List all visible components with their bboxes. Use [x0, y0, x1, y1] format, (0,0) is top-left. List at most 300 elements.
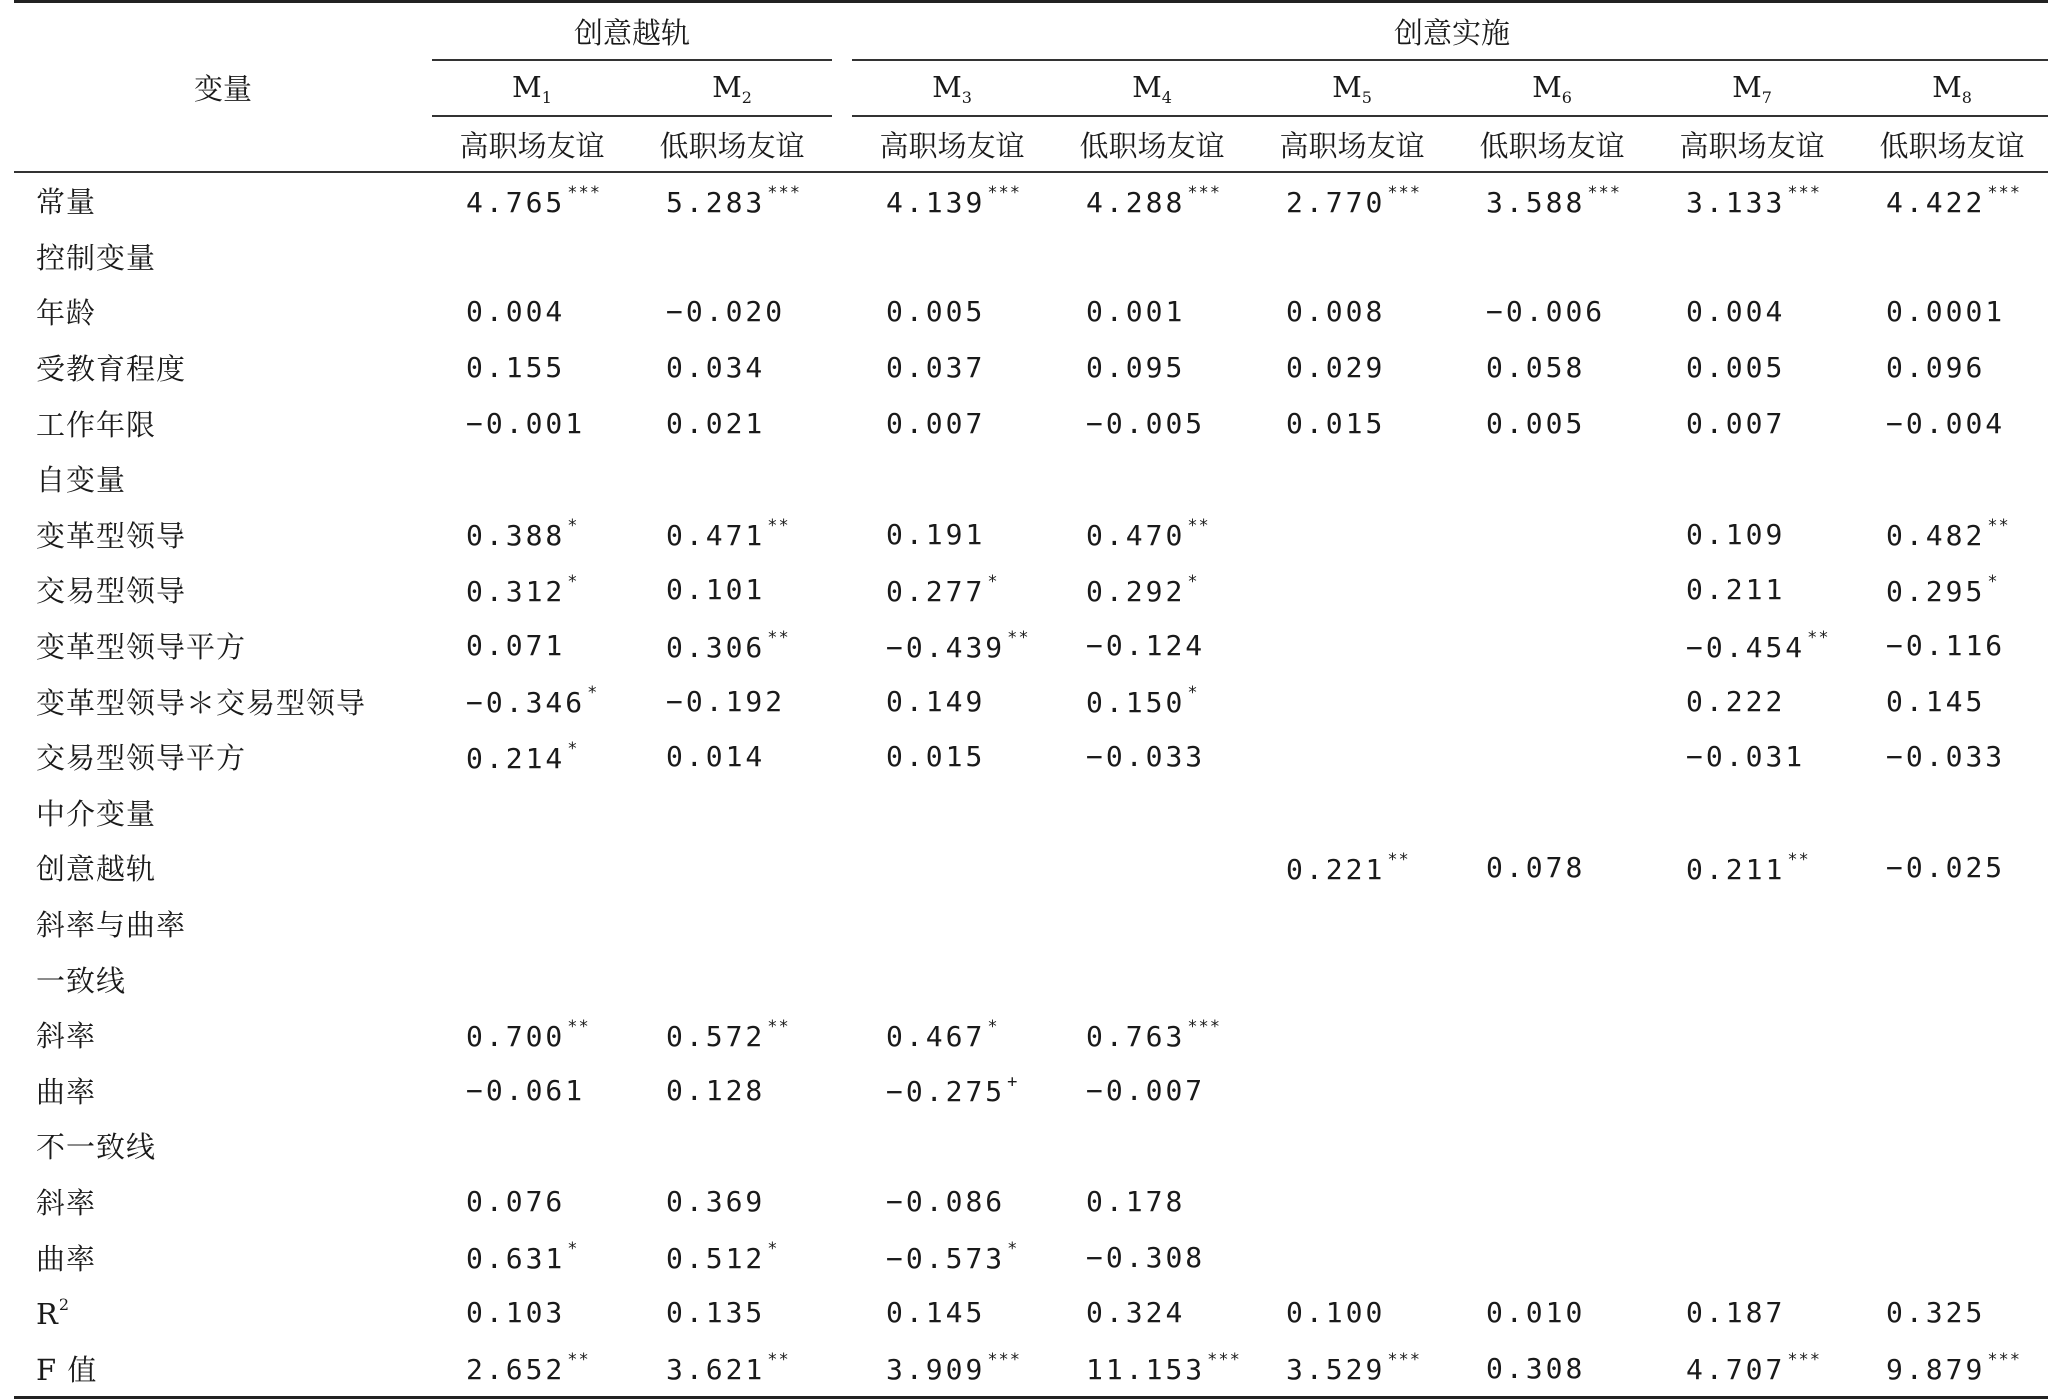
coefficient-cell: [852, 1174, 1052, 1230]
coefficient-cell: [1452, 840, 1652, 896]
coefficient-cell: [432, 1285, 632, 1341]
row-label: [14, 785, 432, 841]
coefficient-value: −0.124: [1086, 629, 1206, 663]
coefficient-cell: [1652, 507, 1852, 563]
coefficient-value: 0.700: [466, 1019, 566, 1053]
row-label-text: 受教育程度: [36, 352, 187, 387]
significance-marker: **: [1807, 627, 1830, 648]
coefficient-value: 0.482: [1886, 519, 1986, 553]
coefficient-value: −0.086: [886, 1184, 1006, 1218]
coefficient-cell: [1252, 729, 1452, 785]
coefficient-value: 0.014: [666, 740, 766, 774]
coefficient-value: 0.277: [886, 574, 986, 608]
table-row: [14, 1229, 2048, 1285]
row-label-text: 常量: [36, 185, 97, 220]
coefficient-value: 0.005: [1686, 351, 1786, 385]
coefficient-value: 4.288: [1086, 185, 1186, 219]
row-label: [14, 951, 432, 1007]
row-label-text: 曲率: [36, 1074, 97, 1109]
coefficient-cell: [1652, 340, 1852, 396]
coefficient-cell: [632, 896, 832, 952]
significance-marker: *: [1187, 571, 1199, 592]
row-label-text: 不一致线: [36, 1130, 157, 1165]
coefficient-cell: [1652, 1063, 1852, 1119]
coefficient-cell: [1052, 1229, 1252, 1285]
column-gap: [832, 673, 852, 729]
column-gap: [832, 451, 852, 507]
significance-marker: **: [767, 516, 790, 537]
coefficient-cell: [1652, 840, 1852, 896]
column-gap: [832, 1285, 852, 1341]
coefficient-cell: [1852, 1285, 2048, 1341]
significance-marker: ***: [1187, 182, 1222, 203]
coefficient-value: −0.116: [1886, 629, 2006, 663]
coefficient-cell: [1252, 1229, 1452, 1285]
coefficient-value: 0.007: [886, 406, 986, 440]
coefficient-cell: [1052, 618, 1252, 674]
coefficient-cell: [1852, 896, 2048, 952]
significance-marker: *: [567, 738, 579, 759]
coefficient-cell: [1452, 896, 1652, 952]
model-header: $M_8$: [1852, 60, 2048, 116]
coefficient-cell: [1252, 618, 1452, 674]
significance-marker: ***: [1187, 1016, 1222, 1037]
coefficient-value: −0.573: [886, 1242, 1006, 1276]
coefficient-cell: [432, 729, 632, 785]
significance-marker: *: [567, 1239, 579, 1260]
significance-marker: *: [767, 1239, 779, 1260]
coefficient-cell: [1852, 1063, 2048, 1119]
coefficient-cell: [1252, 340, 1452, 396]
coefficient-cell: [852, 1063, 1052, 1119]
coefficient-cell: [1252, 1118, 1452, 1174]
coefficient-cell: [432, 618, 632, 674]
coefficient-cell: [1052, 507, 1252, 563]
coefficient-cell: [852, 1285, 1052, 1341]
row-label: [14, 618, 432, 674]
coefficient-cell: [432, 896, 632, 952]
coefficient-cell: [1652, 229, 1852, 285]
table-row: [14, 1007, 2048, 1063]
row-label: [14, 1118, 432, 1174]
coefficient-cell: [1852, 951, 2048, 1007]
coefficient-cell: [432, 284, 632, 340]
coefficient-cell: [1452, 729, 1652, 785]
coefficient-value: −0.454: [1686, 630, 1806, 664]
coefficient-cell: [432, 1174, 632, 1230]
column-gap: [832, 618, 852, 674]
column-gap: [832, 1063, 852, 1119]
significance-marker: **: [1987, 516, 2010, 537]
coefficient-cell: [852, 507, 1052, 563]
coefficient-cell: [1252, 1340, 1452, 1397]
coefficient-cell: [1452, 1285, 1652, 1341]
row-label: [14, 284, 432, 340]
header-gap: [832, 116, 852, 172]
coefficient-value: 0.145: [1886, 684, 1986, 718]
coefficient-cell: [1052, 729, 1252, 785]
coefficient-value: 3.133: [1686, 185, 1786, 219]
row-label: [14, 451, 432, 507]
coefficient-cell: [432, 1340, 632, 1397]
coefficient-cell: [1252, 951, 1452, 1007]
coefficient-value: 0.015: [1286, 406, 1386, 440]
column-gap: [832, 951, 852, 1007]
row-label: [14, 729, 432, 785]
coefficient-cell: [632, 785, 832, 841]
significance-marker: *: [987, 1016, 999, 1037]
coefficient-cell: [1852, 673, 2048, 729]
coefficient-value: 0.008: [1286, 295, 1386, 329]
significance-marker: **: [1187, 516, 1210, 537]
significance-marker: +: [1007, 1072, 1019, 1093]
column-gap: [832, 172, 852, 229]
coefficient-value: −0.025: [1886, 851, 2006, 885]
coefficient-value: 0.187: [1686, 1296, 1786, 1330]
coefficient-cell: [1852, 1007, 2048, 1063]
coefficient-value: 0.292: [1086, 574, 1186, 608]
coefficient-value: 2.652: [466, 1353, 566, 1387]
coefficient-cell: [1652, 562, 1852, 618]
column-gap: [832, 284, 852, 340]
coefficient-cell: [1452, 1007, 1652, 1063]
significance-marker: ***: [1987, 182, 2022, 203]
coefficient-cell: [852, 451, 1052, 507]
coefficient-cell: [1052, 1063, 1252, 1119]
coefficient-value: −0.007: [1086, 1073, 1206, 1107]
coefficient-value: 0.109: [1686, 517, 1786, 551]
model-header: $M_6$: [1452, 60, 1652, 116]
row-label: [14, 1340, 432, 1397]
coefficient-value: −0.033: [1886, 740, 2006, 774]
coefficient-cell: [632, 1285, 832, 1341]
coefficient-cell: [1652, 1285, 1852, 1341]
significance-marker: *: [1007, 1239, 1019, 1260]
table-row: [14, 284, 2048, 340]
coefficient-cell: [432, 507, 632, 563]
coefficient-value: 9.879: [1886, 1353, 1986, 1387]
coefficient-cell: [1652, 1229, 1852, 1285]
column-gap: [832, 1174, 852, 1230]
column-gap: [832, 1340, 852, 1397]
coefficient-cell: [1852, 451, 2048, 507]
model-header: $M_2$: [632, 60, 832, 116]
coefficient-value: 4.422: [1886, 185, 1986, 219]
coefficient-value: 4.707: [1686, 1353, 1786, 1387]
coefficient-cell: [852, 395, 1052, 451]
coefficient-cell: [632, 618, 832, 674]
model-header: $M_4$: [1052, 60, 1252, 116]
coefficient-cell: [1252, 562, 1452, 618]
coefficient-value: 0.058: [1486, 351, 1586, 385]
table-row: [14, 618, 2048, 674]
coefficient-cell: [432, 562, 632, 618]
coefficient-cell: [632, 507, 832, 563]
coefficient-value: 0.222: [1686, 684, 1786, 718]
coefficient-cell: [432, 172, 632, 229]
coefficient-cell: [1652, 451, 1852, 507]
coefficient-cell: [632, 729, 832, 785]
coefficient-cell: [432, 1063, 632, 1119]
coefficient-cell: [1652, 729, 1852, 785]
condition-header: 低职场友谊: [659, 128, 805, 163]
coefficient-value: 3.588: [1486, 185, 1586, 219]
condition-header: 高职场友谊: [1679, 128, 1825, 163]
coefficient-cell: [1052, 172, 1252, 229]
coefficient-cell: [1252, 229, 1452, 285]
row-label: [14, 562, 432, 618]
coefficient-cell: [432, 673, 632, 729]
coefficient-cell: [432, 951, 632, 1007]
coefficient-cell: [1652, 896, 1852, 952]
group-header-creative-implementation: 创意实施: [852, 2, 2048, 61]
table-row: [14, 229, 2048, 285]
coefficient-cell: [1852, 172, 2048, 229]
coefficient-cell: [1652, 172, 1852, 229]
coefficient-value: 0.369: [666, 1184, 766, 1218]
coefficient-value: 0.325: [1886, 1296, 1986, 1330]
coefficient-value: 0.015: [886, 740, 986, 774]
coefficient-cell: [1452, 395, 1652, 451]
coefficient-cell: [632, 1063, 832, 1119]
coefficient-cell: [1452, 340, 1652, 396]
coefficient-cell: [632, 451, 832, 507]
coefficient-cell: [1452, 562, 1652, 618]
coefficient-value: 0.763: [1086, 1019, 1186, 1053]
coefficient-cell: [1052, 896, 1252, 952]
coefficient-value: −0.033: [1086, 740, 1206, 774]
row-label: [14, 1229, 432, 1285]
coefficient-value: 0.308: [1486, 1351, 1586, 1385]
coefficient-value: 0.211: [1686, 852, 1786, 886]
model-header: $M_5$: [1252, 60, 1452, 116]
coefficient-value: 0.103: [466, 1296, 566, 1330]
coefficient-cell: [632, 840, 832, 896]
significance-marker: *: [567, 571, 579, 592]
coefficient-cell: [1252, 172, 1452, 229]
coefficient-cell: [1852, 1340, 2048, 1397]
coefficient-value: 0.312: [466, 574, 566, 608]
coefficient-cell: [632, 562, 832, 618]
coefficient-cell: [1052, 673, 1252, 729]
table-row: [14, 729, 2048, 785]
coefficient-cell: [1852, 395, 2048, 451]
coefficient-value: −0.061: [466, 1073, 586, 1107]
table-row: [14, 896, 2048, 952]
coefficient-cell: [852, 562, 1052, 618]
row-label-text: 交易型领导: [36, 574, 187, 609]
row-label-text: 斜率: [36, 1185, 97, 1220]
coefficient-cell: [1852, 562, 2048, 618]
column-gap: [832, 395, 852, 451]
row-label: [14, 896, 432, 952]
coefficient-value: 0.135: [666, 1296, 766, 1330]
significance-marker: **: [767, 1350, 790, 1371]
coefficient-value: 0.211: [1686, 573, 1786, 607]
row-label-text: 中介变量: [36, 796, 157, 831]
coefficient-cell: [1052, 395, 1252, 451]
column-gap: [832, 1007, 852, 1063]
coefficient-value: 0.128: [666, 1073, 766, 1107]
coefficient-cell: [1452, 785, 1652, 841]
significance-marker: ***: [567, 182, 602, 203]
table-row: [14, 840, 2048, 896]
coefficient-cell: [1452, 284, 1652, 340]
table-row: [14, 395, 2048, 451]
significance-marker: *: [1187, 683, 1199, 704]
coefficient-cell: [1852, 284, 2048, 340]
significance-marker: ***: [1387, 1350, 1422, 1371]
coefficient-value: −0.439: [886, 630, 1006, 664]
coefficient-cell: [432, 785, 632, 841]
significance-marker: **: [767, 627, 790, 648]
row-label-text: 工作年限: [36, 407, 157, 442]
coefficient-cell: [852, 729, 1052, 785]
coefficient-cell: [1252, 896, 1452, 952]
coefficient-cell: [632, 673, 832, 729]
coefficient-cell: [852, 340, 1052, 396]
coefficient-cell: [632, 1340, 832, 1397]
coefficient-cell: [852, 172, 1052, 229]
column-gap: [832, 896, 852, 952]
significance-marker: ***: [1987, 1350, 2022, 1371]
regression-results-table: [14, 0, 2048, 1399]
significance-marker: ***: [1787, 182, 1822, 203]
coefficient-cell: [1852, 785, 2048, 841]
coefficient-cell: [1452, 1229, 1652, 1285]
row-label: [14, 840, 432, 896]
coefficient-cell: [852, 284, 1052, 340]
coefficient-cell: [852, 1229, 1052, 1285]
coefficient-cell: [432, 451, 632, 507]
coefficient-cell: [632, 395, 832, 451]
coefficient-cell: [1452, 229, 1652, 285]
coefficient-value: 11.153: [1086, 1353, 1206, 1387]
coefficient-cell: [432, 1229, 632, 1285]
coefficient-value: 0.071: [466, 629, 566, 663]
table-row: [14, 1285, 2048, 1341]
coefficient-cell: [1252, 673, 1452, 729]
coefficient-cell: [1252, 1285, 1452, 1341]
coefficient-cell: [1852, 1174, 2048, 1230]
coefficient-value: 0.221: [1286, 852, 1386, 886]
coefficient-cell: [632, 1007, 832, 1063]
coefficient-cell: [1252, 1174, 1452, 1230]
coefficient-value: 0.010: [1486, 1296, 1586, 1330]
coefficient-cell: [432, 840, 632, 896]
coefficient-cell: [432, 229, 632, 285]
table-row: [14, 1118, 2048, 1174]
table-row: [14, 785, 2048, 841]
significance-marker: *: [587, 683, 599, 704]
coefficient-cell: [432, 1007, 632, 1063]
coefficient-cell: [852, 673, 1052, 729]
coefficient-value: 0.467: [886, 1019, 986, 1053]
coefficient-cell: [1452, 507, 1652, 563]
coefficient-cell: [632, 1118, 832, 1174]
column-gap: [832, 1229, 852, 1285]
coefficient-value: 0.021: [666, 406, 766, 440]
row-label: [14, 395, 432, 451]
coefficient-cell: [1852, 729, 2048, 785]
row-label-superscript: 2: [58, 1294, 71, 1314]
coefficient-cell: [632, 172, 832, 229]
coefficient-value: 0.572: [666, 1019, 766, 1053]
coefficient-cell: [1252, 1007, 1452, 1063]
coefficient-cell: [1052, 284, 1252, 340]
condition-header: 高职场友谊: [879, 128, 1025, 163]
coefficient-cell: [432, 1118, 632, 1174]
coefficient-cell: [1852, 1118, 2048, 1174]
coefficient-value: 4.765: [466, 185, 566, 219]
row-label: [14, 229, 432, 285]
coefficient-cell: [1252, 451, 1452, 507]
coefficient-cell: [1452, 172, 1652, 229]
header-gap: [832, 60, 852, 116]
significance-marker: **: [1787, 849, 1810, 870]
coefficient-cell: [1452, 618, 1652, 674]
row-label: [14, 1007, 432, 1063]
row-label: [14, 1063, 432, 1119]
table-row: [14, 507, 2048, 563]
coefficient-cell: [1652, 284, 1852, 340]
significance-marker: ***: [1387, 182, 1422, 203]
coefficient-value: 0.324: [1086, 1296, 1186, 1330]
condition-header: 低职场友谊: [1079, 128, 1225, 163]
coefficient-cell: [432, 395, 632, 451]
coefficient-value: 0.388: [466, 519, 566, 553]
coefficient-cell: [1052, 951, 1252, 1007]
significance-marker: *: [987, 571, 999, 592]
coefficient-cell: [852, 951, 1052, 1007]
row-label: [14, 172, 432, 229]
coefficient-cell: [632, 284, 832, 340]
coefficient-value: 0.001: [1086, 295, 1186, 329]
table-row: [14, 340, 2048, 396]
coefficient-value: 0.004: [1686, 295, 1786, 329]
column-gap: [832, 507, 852, 563]
coefficient-cell: [1452, 951, 1652, 1007]
coefficient-value: 0.512: [666, 1242, 766, 1276]
coefficient-value: 0.005: [1486, 406, 1586, 440]
coefficient-value: −0.192: [666, 684, 786, 718]
coefficient-value: 0.295: [1886, 574, 1986, 608]
coefficient-cell: [632, 951, 832, 1007]
coefficient-cell: [1052, 1007, 1252, 1063]
row-label-text: 曲率: [36, 1241, 97, 1276]
significance-marker: ***: [987, 182, 1022, 203]
coefficient-cell: [1852, 229, 2048, 285]
coefficient-cell: [1452, 1118, 1652, 1174]
coefficient-value: 0.034: [666, 351, 766, 385]
coefficient-cell: [852, 896, 1052, 952]
coefficient-value: 0.149: [886, 684, 986, 718]
column-gap: [832, 229, 852, 285]
coefficient-cell: [1052, 451, 1252, 507]
coefficient-value: 0.178: [1086, 1184, 1186, 1218]
row-label-text: 控制变量: [36, 240, 157, 275]
table-row: [14, 1174, 2048, 1230]
coefficient-value: 0.095: [1086, 351, 1186, 385]
significance-marker: **: [567, 1016, 590, 1037]
significance-marker: ***: [1787, 1350, 1822, 1371]
coefficient-cell: [1052, 1340, 1252, 1397]
coefficient-cell: [1252, 395, 1452, 451]
coefficient-cell: [432, 340, 632, 396]
coefficient-value: 0.155: [466, 351, 566, 385]
condition-header: 高职场友谊: [1279, 128, 1425, 163]
coefficient-cell: [1652, 951, 1852, 1007]
